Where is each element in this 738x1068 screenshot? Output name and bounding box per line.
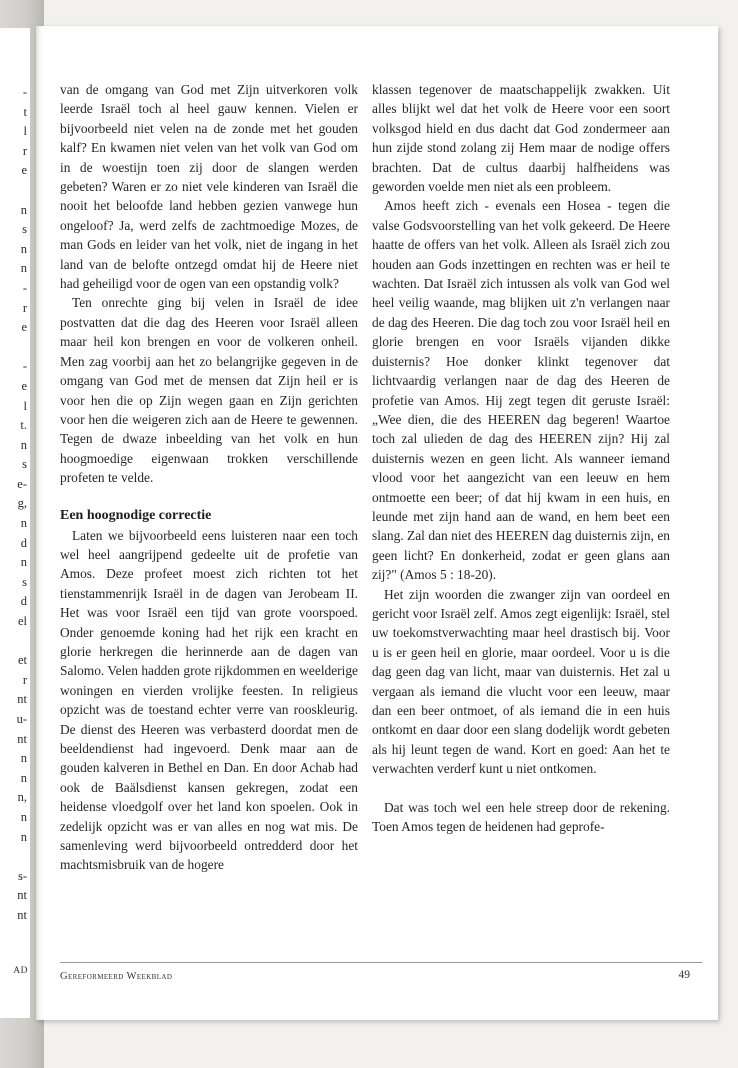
- edge-letter: n: [20, 555, 27, 570]
- edge-letter: s: [22, 457, 27, 472]
- edge-letter: e: [21, 163, 27, 178]
- edge-letter: -: [22, 280, 27, 295]
- edge-letter: [3, 181, 27, 201]
- edge-letter: r: [22, 672, 27, 687]
- publication-name: Gereformeerd Weekblad: [60, 971, 173, 982]
- footer-rule: [60, 962, 702, 963]
- right-paragraph-3: Het zijn woorden die zwanger zijn van oordeel en gericht voor Israël zelf. Amos zegt eigenlijk: Israël, stel uw toekomstverwachting maar heel drastisch bij. Voor u is er geen heil en glorie, maar oordeel. Voor u is die dag geen dag van licht, maar van duisternis. Het zal u vergaan als iemand die vlucht voor een leeuw, maar dan een beer ontmoet, of als iemand die in een huis ontkomt en daar door een slang dodelijk wordt gebeten als hij leunt tegen de wand. Kort en goed: Aan het te verwachten verderf kunt u niet ontkomen.: [372, 586, 670, 777]
- right-paragraph-2: Amos heeft zich - evenals een Hosea - tegen die valse Godsvoorstelling van het volk gekeerd. De Heere haatte de offers van het volk. Alleen als Israël zich zou houden aan Gods inzettingen en rechten was er heil te wachten. Dat Israël zich intussen als volk van God wel heel veilig waande, mag blijken uit z'n verlangen naar de dag des Heeren. Die dag toch zou voor Israël heil en glorie brengen en voor Israëls vijanden dikke duisternis? Hoe donker klinkt tegenover dat lichtvaardig verlangen naar de dag des Heeren de profetie van Amos. Hij zegt tegen dit geruste Israël: „Wee dien, die des HEEREN dag begeren! Waartoe toch zal ulieden de dag des HEEREN zijn? Hij zal duisternis wezen en geen licht. Als wanneer iemand vlood voor het aangezicht van een leeuw en hem ontmoette een beer; of dat hij kwam in een huis, en leunde met zijn hand aan de wand, en hem beet een slang. Zal dan niet des HEEREN dag duisternis zijn, en geen licht? En donkerheid, zodat er geen glans aan zij?" (Amos 5 : 18-20).: [372, 198, 670, 583]
- edge-letter: nt: [17, 888, 27, 903]
- left-paragraph-3: Laten we bijvoorbeeld eens luisteren naar een toch wel heel aangrijpend gedeelte uit de profetie van Amos. Deze profeet moest zich richten tot het tienstammenrijk Israël in de dagen van Jerobeam II. Het was voor Israël een tijd van grote voorspoed. Onder genoemde koning had het rijk een kracht en glorie herkregen die herinnerde aan de dagen van Salomo. Velen hadden grote rijkdommen en weelderige woningen en vierden vrolijke feesten. In religieus opzicht was de toestand echter verre van rooskleurig. De dienst des Heeren was verbasterd doordat men de beeldendienst had ingevoerd. Denk maar aan de gouden kalveren in Bethel en Dan. En door Achab had ook de Baälsdienst kansen gekregen, zodat een heidense vloedgolf over het land kon spoelen. Ook in zedelijk opzicht was er van alles en nog wat mis. De samenleving werd bijvoorbeeld ontredderd door het machtsmisbruik van de hogere: [60, 527, 358, 873]
- edge-letter: nt: [17, 692, 27, 707]
- edge-letter: e-: [17, 476, 27, 491]
- right-column: [372, 80, 670, 836]
- previous-page-footer-fragment: AD: [13, 966, 28, 976]
- magazine-page: [36, 26, 718, 1020]
- edge-letter: s-: [17, 868, 27, 883]
- edge-letter: l: [23, 398, 27, 413]
- edge-letter: n: [20, 241, 27, 256]
- edge-letter: u-: [16, 712, 27, 726]
- section-heading: Een hoognodige correctie: [60, 507, 212, 523]
- edge-letter: g,: [17, 496, 27, 511]
- edge-letter: n,: [17, 790, 27, 805]
- edge-letter: d: [20, 535, 27, 550]
- right-paragraph-1: klassen tegenover de maatschappelijk zwakken. Uit alles blijkt wel dat het volk de Heere voor een soort volksgod hield en dus dacht dat God zondermeer aan hun zijde stond zolang zij Hem maar de nodige offers brachten. Dat de cultus daarbij halfheidens was geworden voelde men niet als een probleem.: [372, 82, 670, 195]
- edge-letter: et: [17, 653, 27, 668]
- edge-letter: t: [23, 104, 27, 119]
- edge-letter: [3, 632, 27, 652]
- right-paragraph-4: Dat was toch wel een hele streep door de rekening. Toen Amos tegen de heidenen had geprofe-: [372, 799, 670, 835]
- edge-letter: e: [21, 378, 27, 393]
- edge-letter: l: [23, 124, 27, 139]
- edge-letter: r: [22, 143, 27, 158]
- edge-letter: -: [22, 359, 27, 374]
- edge-letter: n: [20, 437, 27, 452]
- edge-letter: n: [20, 770, 27, 785]
- edge-letter: nt: [17, 907, 27, 922]
- edge-letter: r: [22, 300, 27, 315]
- edge-letter: n: [20, 829, 27, 844]
- edge-letter: e: [21, 320, 27, 335]
- edge-letter: d: [20, 594, 27, 609]
- edge-letter: [3, 338, 27, 358]
- edge-letter: n: [20, 516, 27, 531]
- page-number: 49: [678, 969, 690, 981]
- edge-letter: -: [22, 85, 27, 99]
- edge-letter: el: [17, 614, 27, 629]
- edge-letter: t.: [20, 418, 27, 433]
- edge-letter: n: [20, 809, 27, 824]
- edge-letter: nt: [17, 731, 27, 746]
- edge-letter: s: [22, 222, 27, 237]
- previous-page-edge: [0, 28, 31, 1018]
- left-column: [60, 80, 358, 875]
- edge-letter: [3, 847, 27, 867]
- left-paragraph-1: van de omgang van God met Zijn uitverkoren volk leerde Israël toch al heel gauw kennen. Vielen er bijvoorbeeld niet velen na de zonde met het gouden kalf? En kwamen niet velen van het volk van God om in de woestijn toen zij door de slangen werden gebeten? Waren er zo niet vele kinderen van Israël die nooit het beloofde land hebben gezien vanwege hun ongeloof? Ja, werd zelfs de zachtmoedige Mozes, de man Gods en leider van het volk, niet de ingang in het land van de belofte ontzegd omdat hij de Heere niet had geheiligd voor de ogen van een opstandig volk?: [60, 82, 358, 292]
- edge-letter: n: [20, 751, 27, 766]
- edge-letter: n: [20, 261, 27, 276]
- left-paragraph-2: Ten onrechte ging bij velen in Israël de idee postvatten dat die dag des Heeren voor Israël alleen maar heil kon brengen en voor de volkeren onheil. Men zag voorbij aan het zo belangrijke gegeven in de omgang van God met de mensen dat Zijn heil er is voor hen die op Zijn wegen gaan en Zijn gerichten voor hen die weigeren zich aan de Heere te gewennen. Tegen de dwaze inbeelding van het volk en hun hoogmoedige eigenwaan trokken verschillende profeten te velde.: [60, 295, 358, 486]
- edge-letter: s: [22, 574, 27, 589]
- previous-page-text-fragments: [3, 83, 27, 926]
- edge-letter: n: [20, 202, 27, 217]
